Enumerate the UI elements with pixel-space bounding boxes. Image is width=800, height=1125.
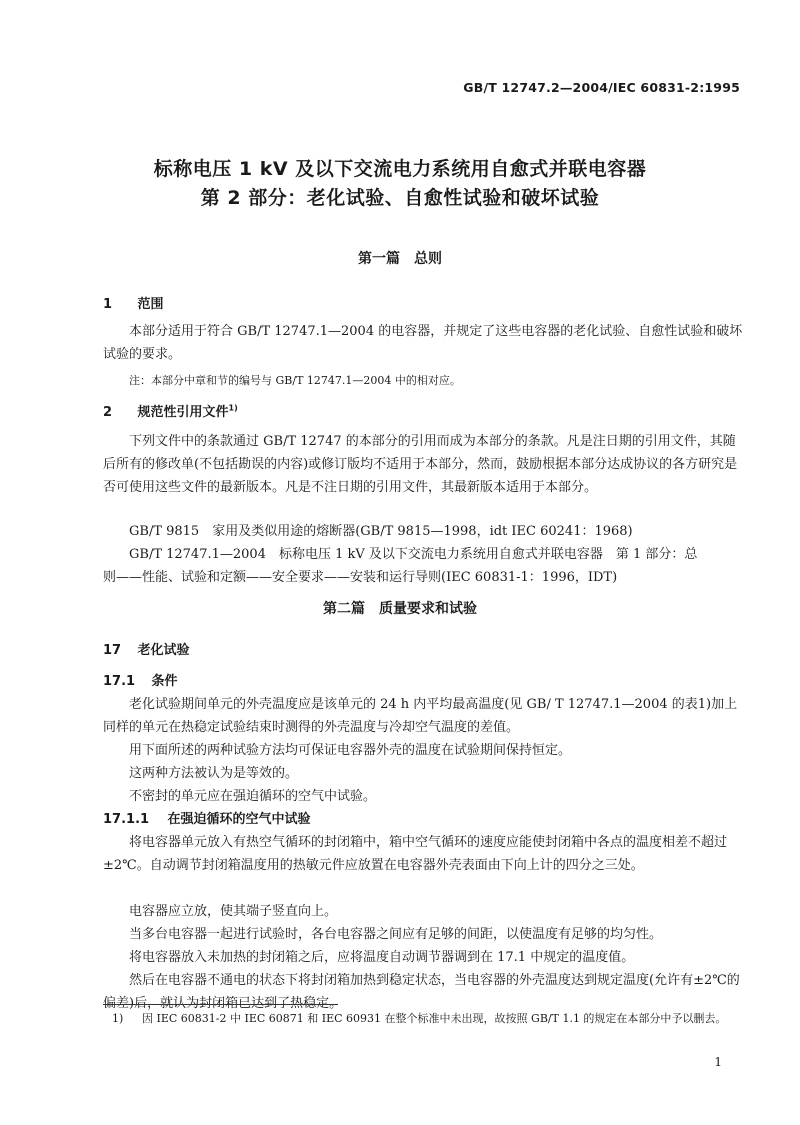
section-1-note: 注：本部分中章和节的编号与 GB/T 12747.1—2004 中的相对应。 [129, 374, 461, 387]
paragraph: 下列文件中的条款通过 GB/T 12747 的本部分的引用而成为本部分的条款。凡是注日期的引用文件，其随后所有的修改单(不包括勘误的内容)或修订版均不适用于本部分，然而，鼓励根据本部分达成协议的各方研究是否可使用这些文件的最新版本。凡是不注日期的引用文件，其最新版本适用于本部分。 [103, 434, 738, 495]
footnote-number: 1) [112, 1012, 124, 1025]
normative-reference-2-line1: GB/T 12747.1—2004 标称电压 1 kV 及以下交流电力系统用自愈式并联电容器 第 1 部分：总 [129, 547, 698, 562]
text-line: 电容器应立放，使其端子竖直向上。 [129, 904, 338, 919]
paragraph: 将电容器单元放入有热空气循环的封闭箱中，箱中空气循环的速度应能使封闭箱中各点的温度相差不超过±2℃。自动调节封闭箱温度用的热敏元件应放置在电容器外壳表面由下向上计的四分之三处。 [103, 835, 728, 873]
paragraph: 本部分适用于符合 GB/T 12747.1—2004 的电容器，并规定了这些电容器的老化试验、自愈性试验和破坏试验的要求。 [103, 324, 743, 362]
section-17-heading [103, 639, 190, 658]
text-line: 这两种方法被认为是等效的。 [129, 766, 299, 781]
part1-heading: 第一篇 总则 [358, 251, 442, 267]
section-17-1-body [103, 693, 745, 739]
footnote [112, 1008, 737, 1029]
standard-number-header: GB/T 12747.2—2004/IEC 60831-2:1995 [463, 80, 740, 95]
section-1-body [103, 320, 745, 366]
section-number: 17 [103, 643, 122, 658]
normative-reference-2-line2: 则——性能、试验和定额——安全要求——安装和运行导则(IEC 60831-1：1996，IDT) [103, 570, 618, 585]
section-number: 17.1 [103, 674, 136, 689]
text-line: 不密封的单元应在强迫循环的空气中试验。 [129, 789, 377, 804]
footnote-text: 因 IEC 60831-2 中 IEC 60871 和 IEC 60931 在整个标准中未出现，故按照 GB/T 1.1 的规定在本部分中予以删去。 [142, 1012, 727, 1025]
text-line: 当多台电容器一起进行试验时，各台电容器之间应有足够的间距，以使温度有足够的均匀性。 [129, 927, 663, 942]
document-title-line1: 标称电压 1 kV 及以下交流电力系统用自愈式并联电容器 [153, 158, 647, 180]
section-title: 老化试验 [137, 643, 190, 658]
text-line: 用下面所述的两种试验方法均可保证电容器外壳的温度在试验期间保持恒定。 [129, 743, 572, 758]
section-1-heading [103, 293, 164, 312]
section-title: 范围 [137, 297, 164, 312]
page-number: 1 [714, 1055, 722, 1069]
paragraph: 然后在电容器不通电的状态下将封闭箱加热到稳定状态，当电容器的外壳温度达到规定温度(允许有±2℃的偏差)后，就认为封闭箱已达到了热稳定。 [103, 973, 740, 1011]
section-17-1-heading [103, 670, 178, 689]
section-17-1-1-body [103, 831, 745, 877]
section-17-1-1-heading [103, 808, 311, 827]
section-2-body [103, 430, 745, 499]
section-title: 在强迫循环的空气中试验 [167, 812, 311, 827]
paragraph: 老化试验期间单元的外壳温度应是该单元的 24 h 内平均最高温度(见 GB/ T 12747.1—2004 的表1)加上同样的单元在热稳定试验结束时测得的外壳温度与冷却空气温度的差值。 [103, 697, 738, 735]
section-title: 规范性引用文件 [137, 405, 229, 420]
section-2-heading [103, 401, 238, 420]
text-line: 将电容器放入未加热的封闭箱之后，应将温度自动调节器调到在 17.1 中规定的温度值。 [129, 950, 635, 965]
part2-heading: 第二篇 质量要求和试验 [323, 601, 477, 617]
normative-reference-1: GB/T 9815 家用及类似用途的熔断器(GB/T 9815—1998，idt IEC 60241：1968) [129, 524, 633, 539]
section-number: 1 [103, 297, 113, 312]
section-number: 2 [103, 405, 113, 420]
footnote-divider [103, 1004, 338, 1005]
section-number: 17.1.1 [103, 812, 150, 827]
document-title-line2: 第 2 部分：老化试验、自愈性试验和破坏试验 [200, 187, 600, 209]
footnote-marker: 1) [228, 403, 238, 413]
section-title: 条件 [151, 674, 178, 689]
